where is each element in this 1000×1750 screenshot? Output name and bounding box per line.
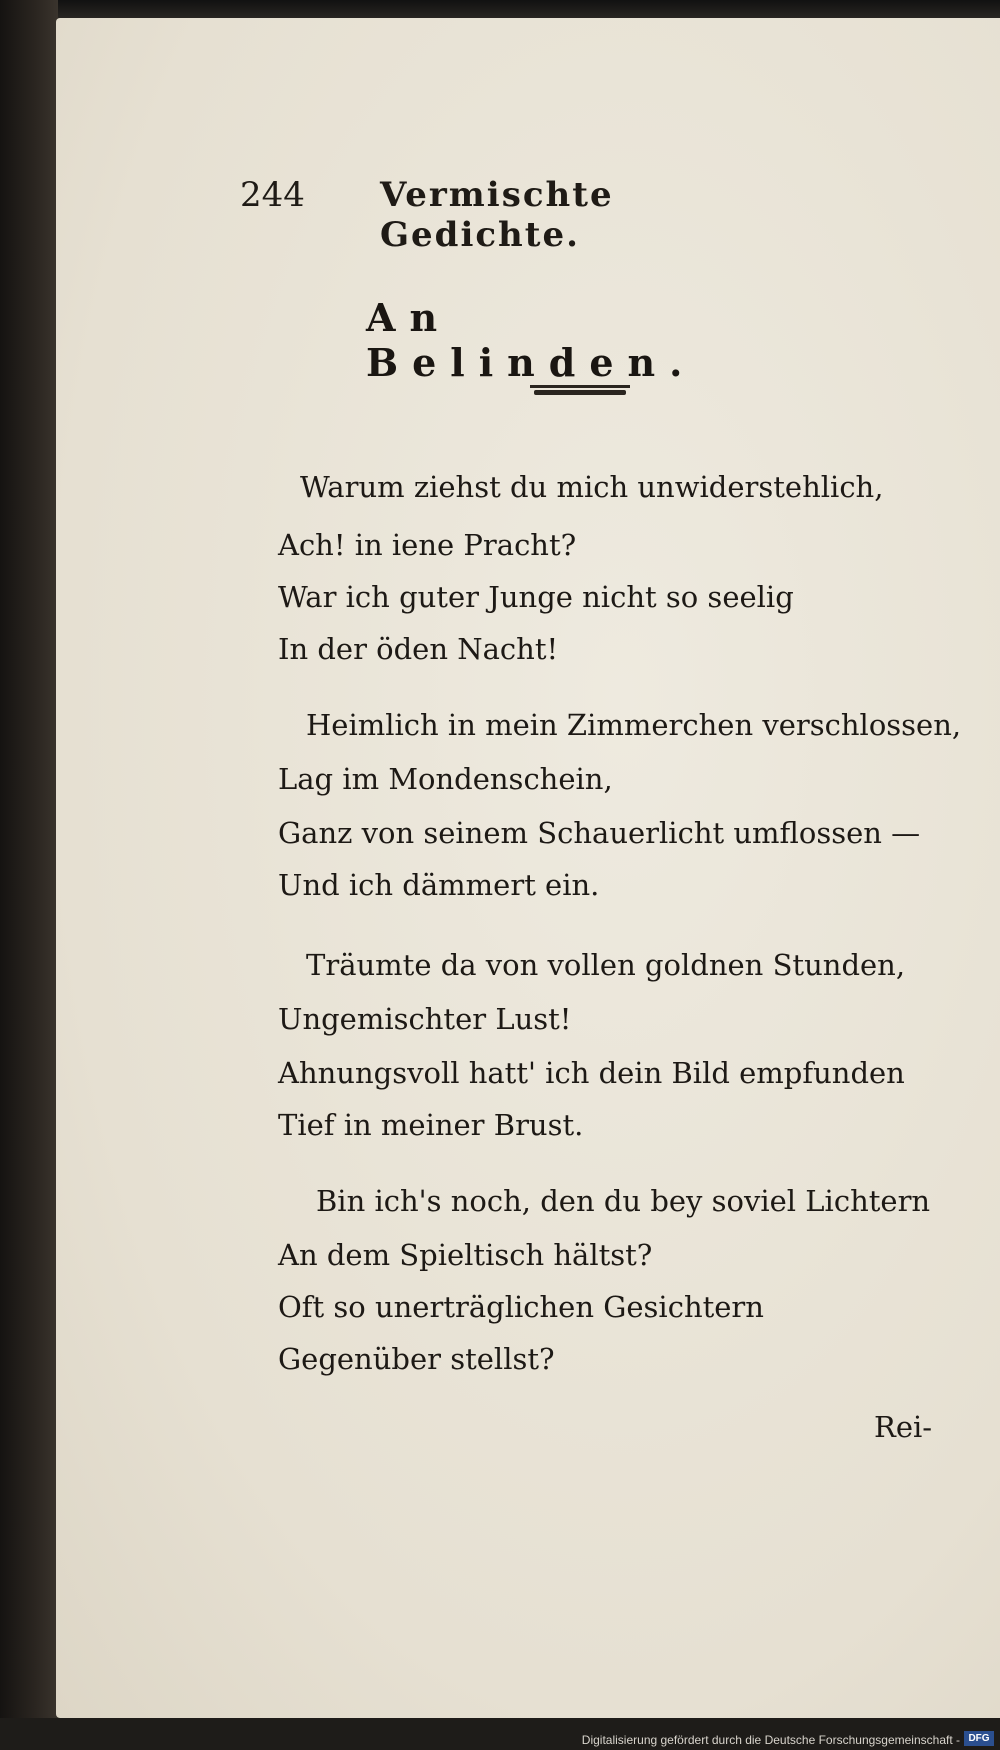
poem-line: Träumte da von vollen goldnen Stunden, [306, 948, 906, 982]
poem-line: War ich guter Junge nicht so seelig [278, 580, 794, 614]
poem-line: Lag im Mondenschein, [278, 762, 613, 796]
page-header [240, 175, 780, 255]
poem-line: Warum ziehst du mich unwiderstehlich, [300, 470, 884, 504]
poem-line: In der öden Nacht! [278, 632, 559, 666]
catchword: Rei- [874, 1410, 933, 1444]
poem-line: Heimlich in mein Zimmerchen verschlossen, [306, 708, 962, 742]
poem-line: Und ich dämmert ein. [278, 868, 600, 902]
poem-line: Ach! in iene Pracht? [278, 528, 577, 562]
poem-line: Tief in meiner Brust. [278, 1108, 584, 1142]
poem-line: Bin ich's noch, den du bey soviel Lichtern [316, 1184, 931, 1218]
poem-line: Ahnungsvoll hatt' ich dein Bild empfunden [278, 1056, 905, 1090]
poem-line: An dem Spieltisch hältst? [278, 1238, 653, 1272]
running-title: Vermischte Gedichte. [380, 175, 614, 255]
page-number: 244 [240, 175, 305, 215]
poem-line: Ganz von seinem Schauerlicht umflossen — [278, 816, 921, 850]
dfg-logo: DFG [964, 1731, 994, 1746]
book-spine-shadow [0, 0, 58, 1750]
title-ornament-rule [530, 385, 630, 397]
top-edge-shadow [58, 0, 1000, 20]
poem-line: Ungemischter Lust! [278, 1002, 572, 1036]
funding-credit: Digitalisierung gefördert durch die Deutsche Forschungsgemeinschaft - [581, 1733, 960, 1747]
poem-title: An Belinden. [366, 295, 697, 385]
poem-line: Gegenüber stellst? [278, 1342, 555, 1376]
poem-line: Oft so unerträglichen Gesichtern [278, 1290, 764, 1324]
